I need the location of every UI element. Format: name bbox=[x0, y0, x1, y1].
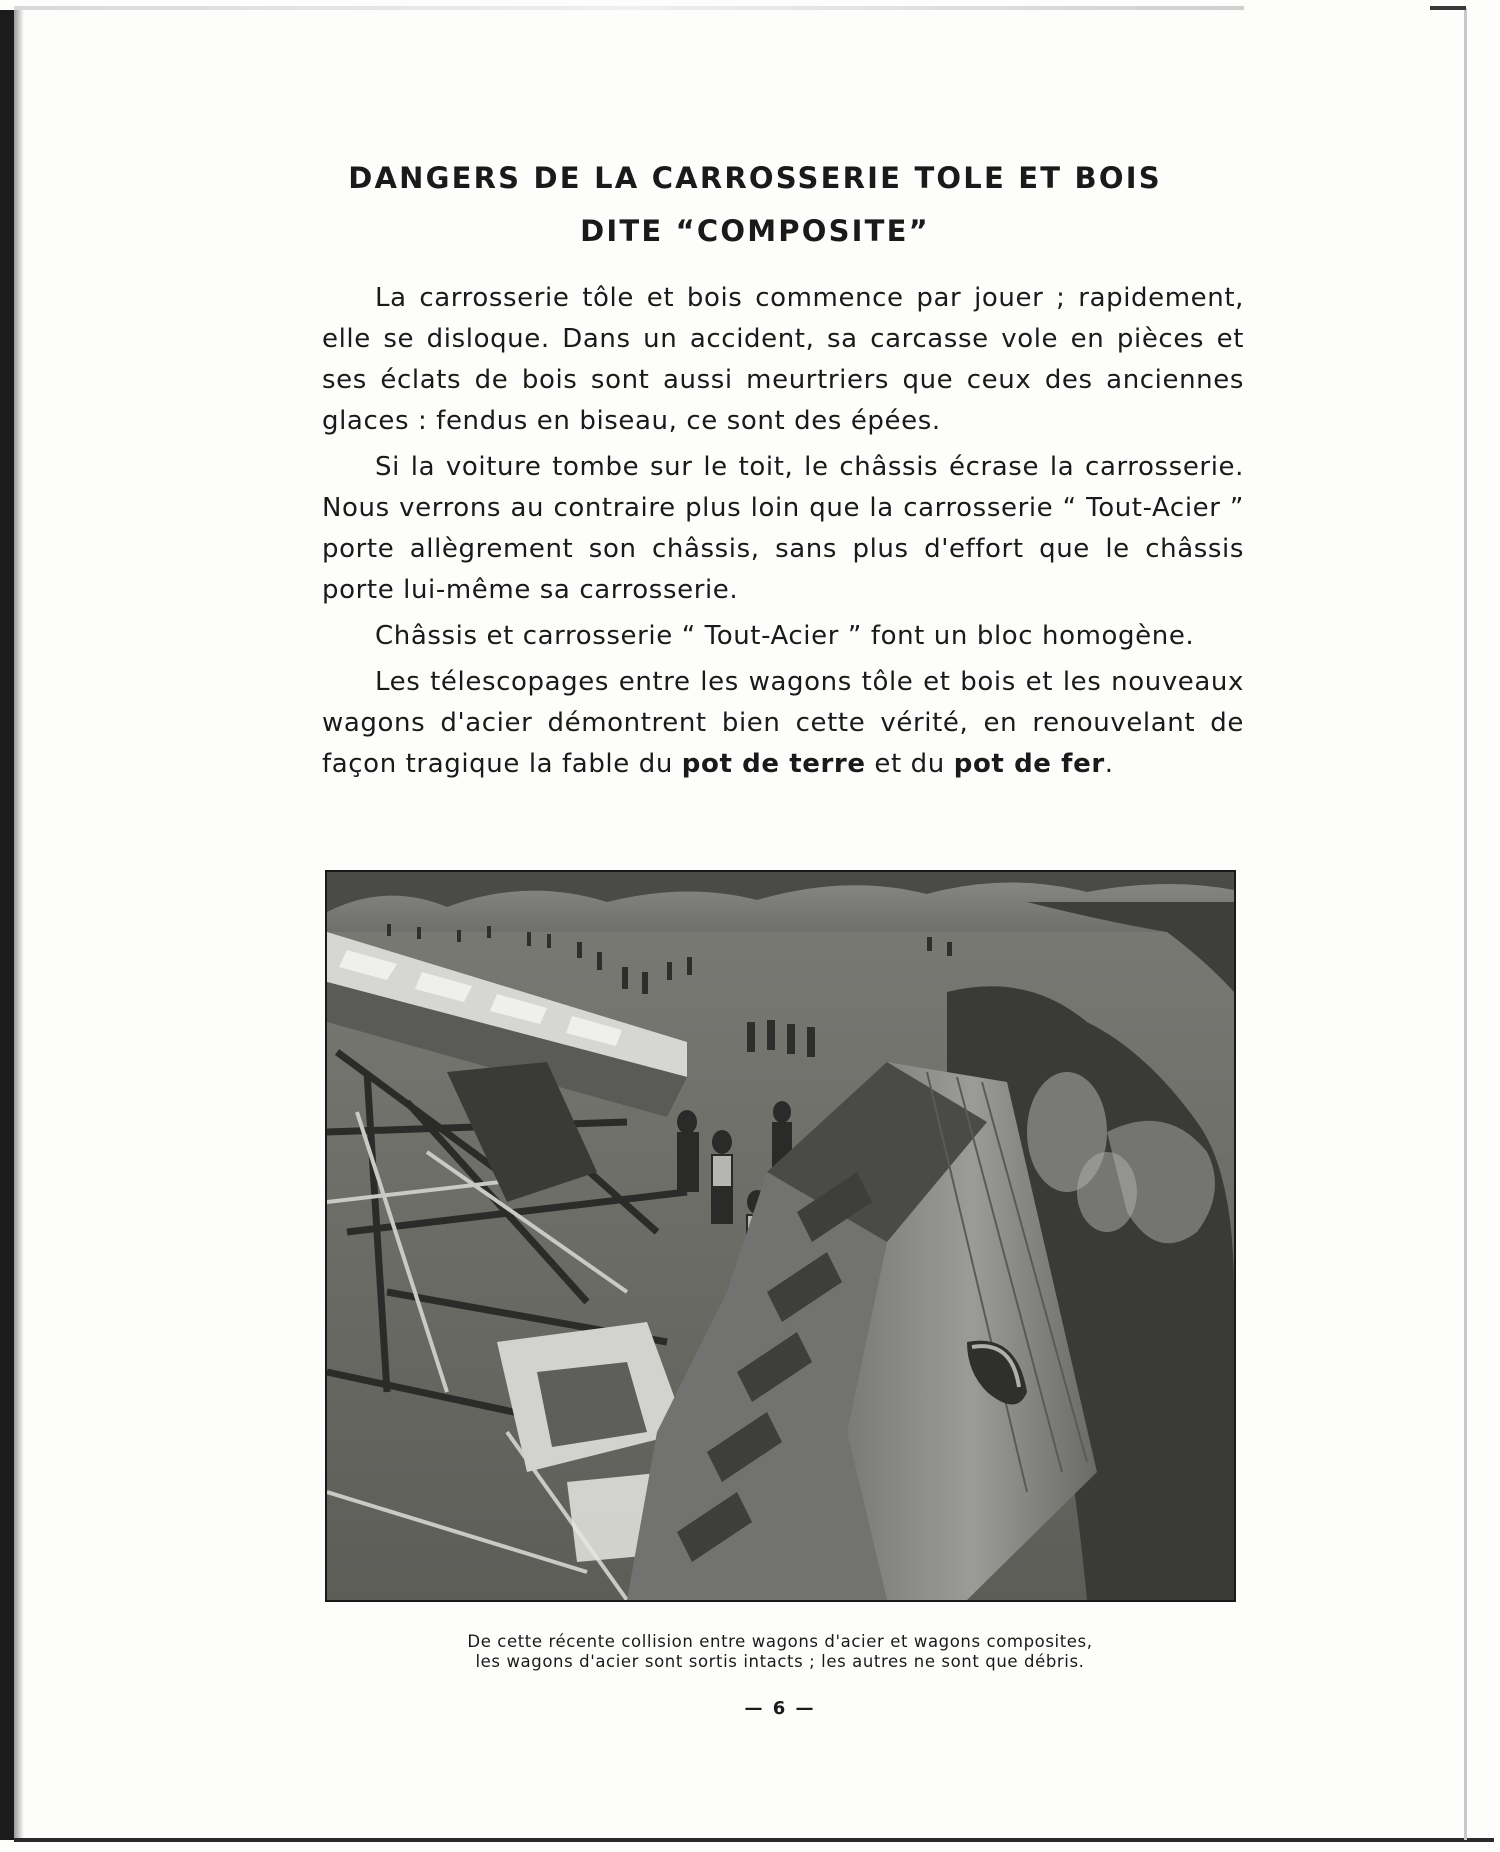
caption-line-2: les wagons d'acier sont sortis intacts ; les autres ne sont que débris. bbox=[475, 1652, 1085, 1671]
page-right-edge bbox=[1464, 8, 1467, 1840]
body-text bbox=[322, 278, 1244, 790]
caption-line-1: De cette récente collision entre wagons d'acier et wagons composites, bbox=[467, 1632, 1093, 1651]
photo-caption bbox=[330, 1632, 1230, 1672]
paragraph-3: Châssis et carrosserie “ Tout-Acier ” font un bloc homogène. bbox=[375, 621, 1195, 651]
paragraph-1: La carrosserie tôle et bois commence par jouer ; rapidement, elle se disloque. Dans un accident, sa carcasse vole en pièces et ses éclats de bois sont aussi meurtriers que ceux des anciennes glaces : fendus en biseau, ce sont des épées. bbox=[322, 283, 1244, 436]
page-corner-mark bbox=[1430, 6, 1466, 10]
page-top-edge bbox=[14, 6, 1244, 10]
emphasis-pot-de-terre: pot de terre bbox=[681, 749, 866, 779]
page-number: — 6 — bbox=[744, 1698, 816, 1719]
paragraph-4-text-middle: et du bbox=[865, 749, 954, 779]
paragraph-4-text-before: Les télescopages entre les wagons tôle et bois et les nouveaux wagons d'acier démontrent bien cette vérité, en renouvelant de façon tragique la fable du bbox=[322, 667, 1244, 779]
title-line-2: DITE “COMPOSITE” bbox=[580, 214, 930, 248]
title-line-1: DANGERS DE LA CARROSSERIE TOLE ET BOIS bbox=[348, 161, 1162, 195]
paragraph-4-text-after: . bbox=[1104, 749, 1114, 779]
paragraph-2: Si la voiture tombe sur le toit, le châssis écrase la carrosserie. Nous verrons au contraire plus loin que la carrosserie “ Tout-Acier ” porte allègrement son châssis, sans plus d'effort que le châssis porte lui-même sa carrosserie. bbox=[322, 452, 1244, 605]
paragraph-4 bbox=[322, 662, 1244, 785]
binding-shadow bbox=[14, 10, 24, 1840]
page-title bbox=[300, 152, 1210, 258]
train-wreck-photo bbox=[325, 870, 1236, 1602]
page-bottom-edge bbox=[14, 1838, 1494, 1842]
emphasis-pot-de-fer: pot de fer bbox=[953, 749, 1105, 779]
binding-edge-left bbox=[0, 10, 14, 1840]
train-wreck-illustration bbox=[327, 872, 1234, 1600]
